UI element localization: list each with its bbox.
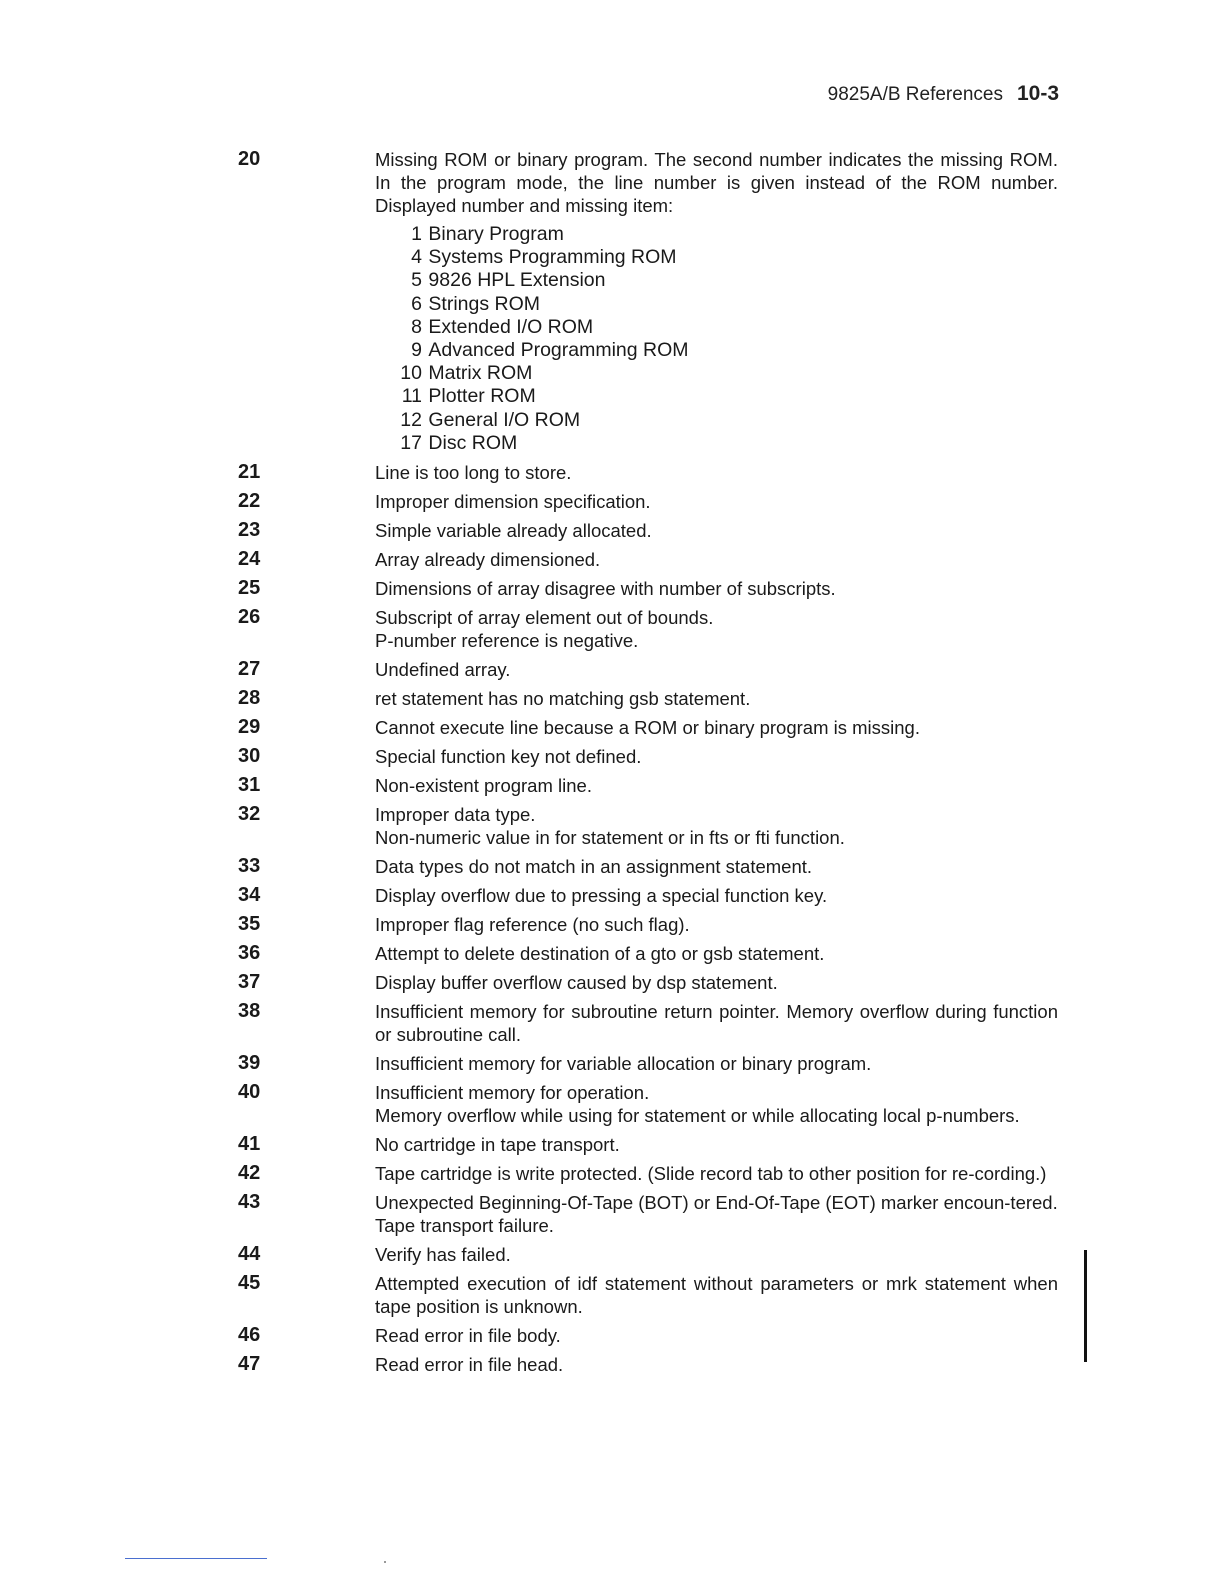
error-entry <box>0 1324 1224 1347</box>
error-description <box>375 1000 1058 1046</box>
missing-item <box>0 409 1224 432</box>
item-name: 9826 HPL Extension <box>428 269 606 292</box>
description-line: Insufficient memory for operation. <box>375 1082 650 1104</box>
item-number: 6 <box>411 292 422 315</box>
error-description <box>375 1081 1058 1127</box>
error-description <box>375 884 1058 907</box>
error-code: 24 <box>238 548 261 571</box>
error-entry <box>0 1272 1224 1318</box>
error-description <box>375 548 1058 571</box>
item-number: 10 <box>400 362 422 385</box>
error-code: 31 <box>238 774 261 797</box>
description-line: Non-numeric value in for statement or in fts or fti function. <box>375 827 845 849</box>
error-entry <box>0 1052 1224 1075</box>
missing-item <box>0 293 1224 316</box>
item-name: Systems Programming ROM <box>428 246 677 269</box>
error-code: 33 <box>238 855 261 878</box>
error-description <box>375 1052 1058 1075</box>
error-description <box>375 803 1058 849</box>
header-title: 9825A/B References <box>827 84 1003 105</box>
error-description <box>375 855 1058 878</box>
error-code: 32 <box>238 803 261 826</box>
error-description <box>375 971 1058 994</box>
error-description <box>375 606 1058 652</box>
error-code: 20 <box>238 148 261 170</box>
error-code: 26 <box>238 606 261 629</box>
page-number: 10-3 <box>1016 82 1059 105</box>
description-line: Improper dimension specification. <box>375 491 651 513</box>
error-entry <box>0 855 1224 878</box>
item-name: Binary Program <box>428 223 564 245</box>
item-number: 8 <box>411 315 422 338</box>
error-code: 37 <box>238 971 261 994</box>
error-entry <box>0 1353 1224 1376</box>
error-code: 44 <box>238 1243 261 1266</box>
item-number: 17 <box>400 431 422 454</box>
missing-item <box>0 362 1224 385</box>
error-code: 34 <box>238 884 261 907</box>
description-line: Attempted execution of idf statement without parameters or mrk statement when tape position is unknown. <box>375 1273 1058 1318</box>
description-line: Tape cartridge is write protected. (Slide record tab to other position for re-cording.) <box>375 1163 1047 1185</box>
error-description <box>375 1162 1058 1185</box>
description-line: Array already dimensioned. <box>375 549 601 571</box>
item-name: Advanced Programming ROM <box>428 339 689 362</box>
error-entry <box>0 687 1224 710</box>
footer-rule <box>125 1558 267 1559</box>
error-code: 43 <box>238 1191 261 1214</box>
error-code: 29 <box>238 716 261 739</box>
description-line: P-number reference is negative. <box>375 630 639 652</box>
error-entry <box>0 745 1224 768</box>
error-code: 42 <box>238 1162 261 1185</box>
error-description <box>375 1191 1058 1237</box>
description-line: Insufficient memory for variable allocation or binary program. <box>375 1053 872 1075</box>
description-line: Memory overflow while using for statement or while allocating local p-numbers. <box>375 1105 1020 1127</box>
error-code: 39 <box>238 1052 261 1075</box>
error-entry <box>0 774 1224 797</box>
missing-item <box>0 316 1224 339</box>
error-description <box>375 774 1058 797</box>
description-line: Cannot execute line because a ROM or binary program is missing. <box>375 717 920 739</box>
item-name: Extended I/O ROM <box>428 315 594 338</box>
error-description <box>375 461 1058 484</box>
error-code: 38 <box>238 1000 261 1023</box>
error-code: 25 <box>238 577 261 600</box>
description-line: Subscript of array element out of bounds. <box>375 607 714 629</box>
description-line: Unexpected Beginning-Of-Tape (BOT) or End-Of-Tape (EOT) marker encoun-tered. <box>375 1192 1058 1214</box>
description-line: Improper data type. <box>375 804 536 826</box>
error-description <box>375 577 1058 600</box>
error-code: 47 <box>238 1353 261 1376</box>
error-code: 45 <box>238 1272 261 1295</box>
description-line: Line is too long to store. <box>375 462 572 484</box>
item-name: General I/O ROM <box>428 408 581 431</box>
error-entry <box>0 461 1224 484</box>
error-entry <box>0 913 1224 936</box>
description-line: Display overflow due to pressing a special function key. <box>375 885 828 907</box>
description-line: Non-existent program line. <box>375 775 592 797</box>
error-description <box>375 1353 1058 1376</box>
error-description <box>375 745 1058 768</box>
error-description <box>375 658 1058 681</box>
item-number: 5 <box>411 269 422 292</box>
error-description <box>375 1324 1058 1347</box>
description-line: Verify has failed. <box>375 1244 511 1266</box>
error-description <box>375 519 1058 542</box>
error-code: 36 <box>238 942 261 965</box>
error-description <box>375 913 1058 936</box>
item-name: Matrix ROM <box>428 362 533 385</box>
error-entry <box>0 519 1224 542</box>
error-entry <box>0 884 1224 907</box>
missing-item <box>0 246 1224 269</box>
description-line: Attempt to delete destination of a gto or gsb statement. <box>375 943 825 965</box>
error-entry <box>0 1000 1224 1046</box>
item-name: Disc ROM <box>428 431 518 454</box>
error-entry <box>0 548 1224 571</box>
item-number: 4 <box>411 246 422 269</box>
missing-item <box>0 269 1224 292</box>
item-name: Plotter ROM <box>428 385 536 408</box>
item-number: 11 <box>401 385 422 408</box>
missing-item-list <box>0 223 1224 455</box>
description-line: Special function key not defined. <box>375 746 642 768</box>
footer-mark <box>384 1561 386 1563</box>
item-number: 12 <box>400 408 422 431</box>
description-line: Missing ROM or binary program. The second number indicates the missing ROM. In the program mode, the line number is given instead of the ROM number. Displayed number and missing item: <box>375 149 1058 216</box>
error-description <box>375 687 1058 710</box>
error-code: 35 <box>238 913 261 936</box>
error-entry <box>0 1191 1224 1237</box>
error-entry <box>0 577 1224 600</box>
error-entry <box>0 716 1224 739</box>
missing-item <box>0 385 1224 408</box>
error-code: 46 <box>238 1324 261 1347</box>
error-description <box>375 716 1058 739</box>
description-line: Undefined array. <box>375 659 511 681</box>
error-code: 41 <box>238 1133 261 1156</box>
error-code: 30 <box>238 745 261 768</box>
error-entry <box>0 490 1224 513</box>
error-code: 22 <box>238 490 261 513</box>
error-entry <box>0 971 1224 994</box>
error-code: 21 <box>238 461 261 484</box>
error-entry <box>0 148 1224 455</box>
missing-item <box>0 432 1224 455</box>
error-entry <box>0 803 1224 849</box>
error-description <box>375 490 1058 513</box>
error-entry <box>0 606 1224 652</box>
description-line: No cartridge in tape transport. <box>375 1134 620 1156</box>
description-line: Tape transport failure. <box>375 1215 554 1237</box>
error-code: 27 <box>238 658 261 681</box>
description-line: Display buffer overflow caused by dsp statement. <box>375 972 778 994</box>
error-code: 23 <box>238 519 261 542</box>
missing-item <box>0 339 1224 362</box>
error-description <box>375 1243 1058 1266</box>
error-description <box>375 148 1058 217</box>
error-entry <box>0 1243 1224 1266</box>
item-number: 9 <box>411 339 422 362</box>
description-line: ret statement has no matching gsb statement. <box>375 688 751 710</box>
missing-item <box>0 223 1224 246</box>
description-line: Data types do not match in an assignment statement. <box>375 856 813 878</box>
description-line: Dimensions of array disagree with number of subscripts. <box>375 578 836 600</box>
error-entry <box>0 1162 1224 1185</box>
description-line: Insufficient memory for subroutine return pointer. Memory overflow during function or subroutine call. <box>375 1001 1058 1046</box>
error-entry <box>0 1133 1224 1156</box>
error-code-list <box>0 148 1224 1382</box>
error-description <box>375 942 1058 965</box>
error-entry <box>0 942 1224 965</box>
description-line: Simple variable already allocated. <box>375 520 652 542</box>
error-code: 28 <box>238 687 261 710</box>
error-code: 40 <box>238 1081 261 1104</box>
error-entry <box>0 658 1224 681</box>
description-line: Read error in file body. <box>375 1325 561 1347</box>
error-description <box>375 1272 1058 1318</box>
change-bar <box>1084 1250 1087 1362</box>
error-entry <box>0 1081 1224 1127</box>
item-number: 1 <box>411 223 422 245</box>
description-line: Improper flag reference (no such flag). <box>375 914 690 936</box>
error-description <box>375 1133 1058 1156</box>
description-line: Read error in file head. <box>375 1354 564 1376</box>
item-name: Strings ROM <box>428 292 541 315</box>
page-header <box>828 82 1059 106</box>
